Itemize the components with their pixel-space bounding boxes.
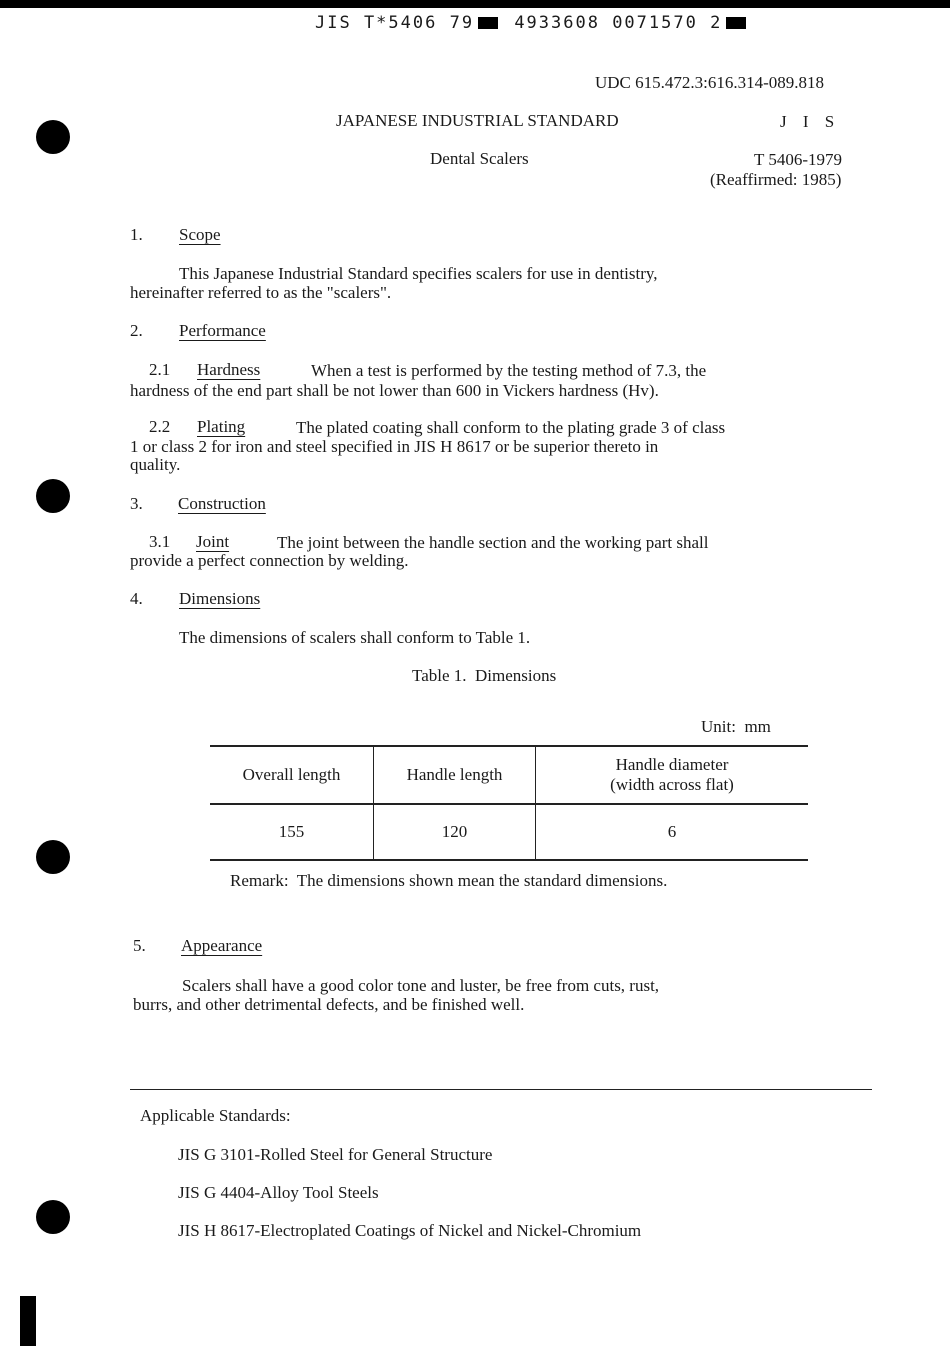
clause-3-1-line-2: provide a perfect connection by welding.	[130, 551, 409, 570]
dimensions-table	[210, 745, 808, 861]
section-2-title: Performance	[179, 321, 266, 340]
divider-line	[130, 1089, 872, 1090]
header-overall-length: Overall length	[210, 746, 374, 804]
standard-number: T 5406-1979	[754, 150, 842, 169]
section-5-title: Appearance	[181, 936, 263, 955]
clause-2-2-line-2: 1 or class 2 for iron and steel specified in JIS H 8617 or be superior thereto in	[130, 437, 659, 456]
table-caption: Table 1. Dimensions	[412, 666, 557, 685]
binder-hole	[36, 479, 70, 513]
table-header-row	[210, 746, 808, 804]
table-unit: Unit: mm	[701, 717, 771, 736]
header-code-right: 4933608 0071570 2	[514, 13, 723, 33]
header-code-left: JIS T*5406 79	[315, 13, 475, 33]
binder-hole	[36, 1200, 70, 1234]
table-row	[210, 804, 808, 860]
header-handle-diameter	[536, 746, 809, 804]
clause-3-1-number: 3.1	[149, 532, 171, 551]
header-handle-length: Handle length	[374, 746, 536, 804]
section-1-text-line-1: This Japanese Industrial Standard specifies scalers for use in dentistry,	[179, 264, 658, 283]
clause-2-2-number: 2.2	[149, 417, 171, 436]
section-4-text: The dimensions of scalers shall conform to Table 1.	[179, 628, 531, 647]
value-handle-diameter: 6	[536, 804, 809, 860]
applicable-standard-item: JIS G 3101-Rolled Steel for General Structure	[178, 1145, 493, 1164]
section-3-number: 3.	[130, 494, 143, 513]
clause-2-2-line-3: quality.	[130, 455, 181, 474]
applicable-standard-item: JIS G 4404-Alloy Tool Steels	[178, 1183, 379, 1202]
header-handle-diameter-line-1: Handle diameter	[615, 755, 729, 774]
clause-2-1-line-2: hardness of the end part shall be not lower than 600 in Vickers hardness (Hv).	[130, 381, 659, 400]
clause-3-1-line-1: The joint between the handle section and the working part shall	[277, 533, 709, 552]
section-3-title: Construction	[178, 494, 266, 513]
value-handle-length: 120	[374, 804, 536, 860]
header-code	[315, 13, 750, 33]
binder-hole	[36, 120, 70, 154]
applicable-standard-item: JIS H 8617-Electroplated Coatings of Nickel and Nickel-Chromium	[178, 1221, 642, 1240]
section-1-title: Scope	[179, 225, 221, 244]
section-5-text-line-2: burrs, and other detrimental defects, and be finished well.	[133, 995, 525, 1014]
scan-edge-mark	[20, 1296, 36, 1346]
section-2-number: 2.	[130, 321, 143, 340]
binder-hole	[36, 840, 70, 874]
clause-2-2-line-1: The plated coating shall conform to the plating grade 3 of class	[296, 418, 726, 437]
value-overall-length: 155	[210, 804, 374, 860]
section-5-text-line-1: Scalers shall have a good color tone and luster, be free from cuts, rust,	[182, 976, 660, 995]
section-1-text-line-2: hereinafter referred to as the "scalers".	[130, 283, 392, 302]
section-4-title: Dimensions	[179, 589, 261, 608]
table-remark: Remark: The dimensions shown mean the standard dimensions.	[230, 871, 668, 890]
applicable-standards-title: Applicable Standards:	[140, 1106, 291, 1125]
document-title: Dental Scalers	[430, 149, 529, 168]
clause-2-1-number: 2.1	[149, 360, 171, 379]
reaffirmed-date: (Reaffirmed: 1985)	[710, 170, 842, 189]
header-handle-diameter-line-2: (width across flat)	[610, 775, 734, 794]
clause-2-1-label: Hardness	[197, 360, 261, 379]
section-5-number: 5.	[133, 936, 146, 955]
top-scan-bar	[0, 0, 950, 8]
section-1-number: 1.	[130, 225, 143, 244]
jis-mark: J I S	[780, 112, 841, 131]
standard-title: JAPANESE INDUSTRIAL STANDARD	[336, 111, 619, 130]
clause-2-2-label: Plating	[197, 417, 246, 436]
clause-2-1-line-1: When a test is performed by the testing method of 7.3, the	[311, 361, 707, 380]
section-4-number: 4.	[130, 589, 143, 608]
clause-3-1-label: Joint	[196, 532, 230, 551]
udc-number: UDC 615.472.3:616.314-089.818	[595, 73, 825, 92]
